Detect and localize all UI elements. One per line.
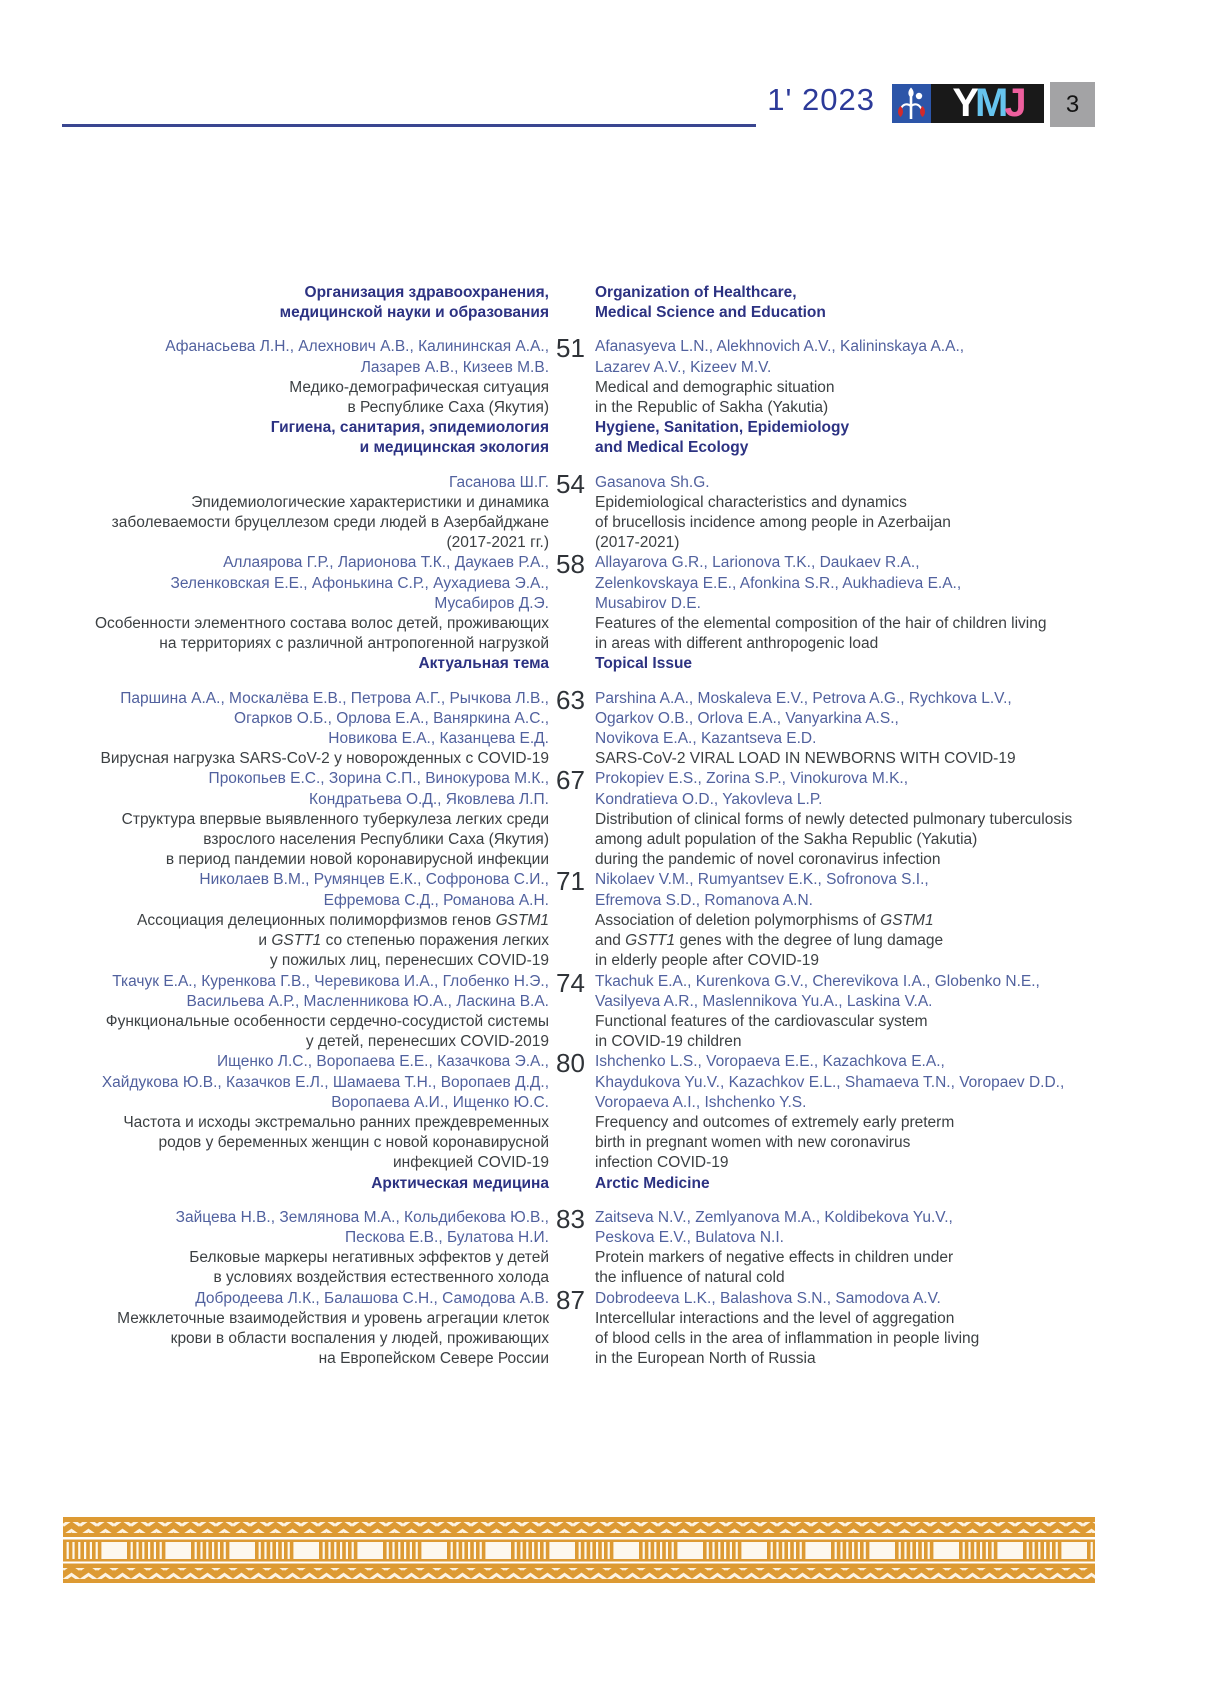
entry-russian-cell xyxy=(62,1289,549,1370)
entry-authors-ru: Добродеева Л.К., Балашова С.Н., Самодова А.В. xyxy=(195,1289,549,1307)
entry-russian-cell xyxy=(62,689,549,770)
toc-section xyxy=(62,654,1073,1173)
entry-title-en: Frequency and outcomes of extremely early preterm birth in pregnant women with new coronavirus infection COVID-19 xyxy=(595,1113,955,1172)
entry-title-ru: Структура впервые выявленного туберкулеза легких среди взрослого населения Республики Саха (Якутия) в период пандемии новой коронавирусной инфекции xyxy=(121,810,549,869)
entry-page-number: 71 xyxy=(556,866,585,897)
section-title-ru: Актуальная тема xyxy=(418,655,549,673)
entry-russian-cell xyxy=(62,1208,549,1289)
entry-page-number: 83 xyxy=(556,1203,585,1234)
logo-letter-j: J xyxy=(1004,80,1023,125)
entry-page-number: 63 xyxy=(556,684,585,715)
toc-entry xyxy=(62,684,1068,770)
entry-title-en: Features of the elemental composition of the hair of children living in areas with different anthropogenic load xyxy=(595,615,1047,653)
entry-title-ru: Белковые маркеры негативных эффектов у детей в условиях воздействия естественного холода xyxy=(189,1249,549,1287)
header-rule xyxy=(62,124,756,127)
entry-page-number: 67 xyxy=(556,765,585,796)
sakha-flower-emblem-icon xyxy=(892,84,931,123)
entry-title-en: Functional features of the cardiovascular system in COVID-19 children xyxy=(595,1012,928,1051)
entry-title-ru: Ассоциация делеционных полиморфизмов генов GSTM1 и GSTT1 со степенью поражения легких у пожилых лиц, перенесших COVID-19 xyxy=(137,911,549,970)
entry-english-cell xyxy=(593,769,1073,870)
section-title-en: Topical Issue xyxy=(595,655,693,673)
entry-english-cell xyxy=(593,337,1068,418)
entry-title-ru: Вирусная нагрузка SARS-CoV-2 у новорожденных с COVID-19 xyxy=(100,750,549,768)
entry-english-cell xyxy=(593,689,1068,770)
entry-russian-cell xyxy=(62,473,549,554)
entry-authors-ru: Ищенко Л.С., Воропаева Е.Е., Казачкова Э.А., Хайдукова Ю.В., Казачков Е.Л., Шамаева Т.Н., Воропаев Д.Д., Воропаева А.И., Ищенко Ю.С. xyxy=(101,1053,549,1111)
toc-entry xyxy=(62,1203,1068,1289)
ornament-border xyxy=(63,1517,1095,1583)
entry-page-number: 54 xyxy=(556,468,585,499)
section-title-ru: Организация здравоохранения, медицинской науки и образования xyxy=(279,284,549,322)
entry-page-number: 58 xyxy=(556,549,585,580)
entry-authors-en: Tkachuk E.A., Kurenkova G.V., Cherevikova I.A., Globenko N.E., Vasilyeva A.R., Maslennikova Yu.A., Laskina V.A. xyxy=(595,972,1040,1010)
toc-entry xyxy=(62,333,1068,418)
entry-russian-cell xyxy=(62,553,549,654)
table-of-contents xyxy=(62,283,1073,1369)
entry-english-cell xyxy=(593,870,1068,971)
entry-title-en: Protein markers of negative effects in children under the influence of natural cold xyxy=(595,1249,954,1287)
toc-entry xyxy=(62,866,1068,971)
entry-authors-en: Nikolaev V.M., Rumyantsev E.K., Sofronova S.I., Efremova S.D., Romanova A.N. xyxy=(595,871,929,909)
entry-english-cell xyxy=(593,1289,1068,1370)
issue-label: 1' 2023 xyxy=(767,82,875,117)
entry-authors-ru: Гасанова Ш.Г. xyxy=(448,473,549,491)
toc-section xyxy=(62,418,1068,654)
entry-english-cell xyxy=(593,972,1068,1053)
section-title-ru: Арктическая медицина xyxy=(371,1174,549,1192)
entry-title-ru: Функциональные особенности сердечно-сосудистой системы у детей, перенесших COVID-2019 xyxy=(105,1012,549,1051)
entry-russian-cell xyxy=(62,337,549,418)
entry-authors-en: Afanasyeva L.N., Alekhnovich A.V., Kalininskaya A.A., Lazarev A.V., Kizeev M.V. xyxy=(595,338,965,376)
entry-title-en: Intercellular interactions and the level of aggregation of blood cells in the area of inflammation in people living in the European North of Russia xyxy=(595,1309,980,1368)
page-number-badge: 3 xyxy=(1050,82,1095,127)
entry-title-en: Epidemiological characteristics and dynamics of brucellosis incidence among people in Azerbaijan (2017-2021) xyxy=(595,493,951,552)
entry-authors-ru: Паршина А.А., Москалёва Е.В., Петрова А.Г., Рычкова Л.В., Огарков О.Б., Орлова Е.А., Ваняркина А.С., Новикова Е.А., Казанцева Е.Д. xyxy=(120,689,549,748)
entry-title-ru: Эпидемиологические характеристики и динамика заболеваемости бруцеллезом среди людей в Азербайджане (2017-2021 гг.) xyxy=(111,493,549,552)
entry-authors-en: Parshina A.A., Moskaleva E.V., Petrova A.G., Rychkova L.V., Ogarkov O.B., Orlova E.A., Vanyarkina A.S., Novikova E.A., Kazantseva E.D. xyxy=(595,689,1012,748)
toc-entry xyxy=(62,1048,1068,1173)
entry-page-number: 51 xyxy=(556,333,585,364)
entry-russian-cell xyxy=(62,1052,549,1173)
entry-english-cell xyxy=(593,1208,1068,1289)
entry-title-en: Medical and demographic situation in the Republic of Sakha (Yakutia) xyxy=(595,378,835,417)
entry-authors-en: Prokopiev E.S., Zorina S.P., Vinokurova M.K., Kondratieva O.D., Yakovleva L.P. xyxy=(595,770,909,808)
entry-page-number: 80 xyxy=(556,1048,585,1079)
section-number-spacer xyxy=(549,1174,593,1194)
toc-entry xyxy=(62,967,1068,1053)
section-title-en: Arctic Medicine xyxy=(595,1174,710,1192)
toc-entry xyxy=(62,468,1068,554)
logo-letter-m: M xyxy=(975,80,1005,125)
entry-title-en: Association of deletion polymorphisms of GSTM1 and GSTT1 genes with the degree of lung damage in elderly people after COVID-19 xyxy=(595,911,944,970)
entry-authors-ru: Николаев В.М., Румянцев Е.К., Софронова С.И., Ефремова С.Д., Романова А.Н. xyxy=(199,871,549,909)
entry-authors-en: Dobrodeeva L.K., Balashova S.N., Samodova A.V. xyxy=(595,1289,941,1307)
toc-section xyxy=(62,283,1068,418)
entry-authors-ru: Зайцева Н.В., Землянова М.А., Кольдибекова Ю.В., Пескова Е.В., Булатова Н.И. xyxy=(175,1208,549,1246)
entry-authors-en: Allayarova G.R., Larionova T.K., Daukaev R.A., Zelenkovskaya E.E., Afonkina S.R., Aukhadieva E.A., Musabirov D.E. xyxy=(595,554,962,612)
entry-authors-ru: Прокопьев Е.С., Зорина С.П., Винокурова М.К., Кондратьева О.Д., Яковлева Л.П. xyxy=(208,770,549,808)
entry-title-ru: Межклеточные взаимодействия и уровень агрегации клеток крови в области воспаления у людей, проживающих на Европейском Севере России xyxy=(117,1309,549,1368)
entry-russian-cell xyxy=(62,870,549,971)
toc-section xyxy=(62,1174,1068,1370)
section-number-spacer xyxy=(549,418,593,458)
section-title-en: Organization of Healthcare, Medical Science and Education xyxy=(595,284,826,322)
section-title-en: Hygiene, Sanitation, Epidemiology and Medical Ecology xyxy=(595,419,850,457)
logo-ymj-letters xyxy=(931,80,1044,125)
entry-english-cell xyxy=(593,1052,1068,1173)
entry-authors-ru: Афанасьева Л.Н., Алехнович А.В., Калининская А.А., Лазарев А.В., Кизеев М.В. xyxy=(165,338,549,376)
entry-title-ru: Медико-демографическая ситуация в Республике Саха (Якутия) xyxy=(289,378,549,417)
toc-entry xyxy=(62,765,1073,870)
entry-authors-ru: Ткачук Е.А., Куренкова Г.В., Черевикова И.А., Глобенко Н.Э., Васильева А.Р., Масленникова Ю.А., Ласкина В.А. xyxy=(112,972,549,1010)
entry-english-cell xyxy=(593,473,1068,554)
entry-authors-ru: Аллаярова Г.Р., Ларионова Т.К., Даукаев Р.А., Зеленковская Е.Е., Афонькина С.Р., Аухадиева Э.А., Мусабиров Д.Э. xyxy=(170,554,549,612)
entry-russian-cell xyxy=(62,972,549,1053)
entry-title-en: SARS-CoV-2 VIRAL LOAD IN NEWBORNS WITH COVID-19 xyxy=(595,750,1016,768)
entry-title-ru: Частота и исходы экстремально ранних преждевременных родов у беременных женщин с новой коронавирусной инфекцией COVID-19 xyxy=(123,1113,549,1172)
entry-english-cell xyxy=(593,553,1068,654)
entry-title-ru: Особенности элементного состава волос детей, проживающих на территориях с различной антропогенной нагрузкой xyxy=(94,615,549,653)
section-number-spacer xyxy=(549,654,593,674)
entry-russian-cell xyxy=(62,769,549,870)
entry-authors-en: Zaitseva N.V., Zemlyanova M.A., Koldibekova Yu.V., Peskova E.V., Bulatova N.I. xyxy=(595,1208,953,1246)
toc-entry xyxy=(62,549,1068,654)
entry-title-en: Distribution of clinical forms of newly detected pulmonary tuberculosis among adult population of the Sakha Republic (Yakutia) during the pandemic of novel coronavirus infection xyxy=(595,810,1073,869)
entry-authors-en: Gasanova Sh.G. xyxy=(595,473,710,491)
entry-page-number: 87 xyxy=(556,1284,585,1315)
toc-entry xyxy=(62,1284,1068,1370)
logo-letter-y: Y xyxy=(952,80,976,125)
entry-page-number: 74 xyxy=(556,967,585,998)
entry-authors-en: Ishchenko L.S., Voropaeva E.E., Kazachkova E.A., Khaydukova Yu.V., Kazachkov E.L., Shamaeva T.N., Voropaev D.D., Voropaeva A.I., Ishchenko Y.S. xyxy=(595,1053,1065,1111)
section-title-ru: Гигиена, санитария, эпидемиология и медицинская экология xyxy=(270,419,549,457)
section-number-spacer xyxy=(549,283,593,323)
journal-logo xyxy=(892,80,1044,125)
